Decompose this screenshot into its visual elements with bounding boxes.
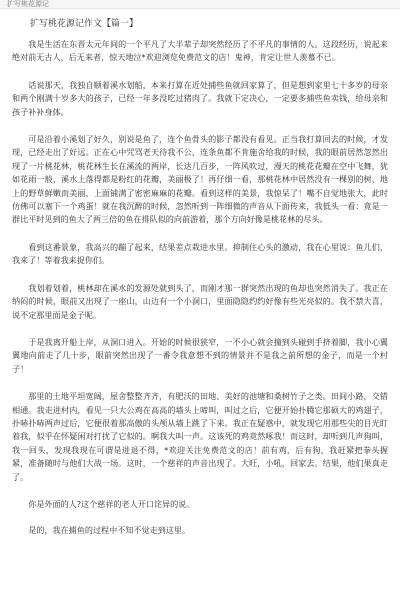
article-body xyxy=(0,38,400,538)
paragraph: 我是生活在东晋太元年间的一个平凡了大半辈子却突然经历了不平凡的事情的人。这段经历，说起来绝对前无古人，后无来者，惊天地泣*欢迎浏览免费范文的店！鬼神，肯定让世人羡慕不已。 xyxy=(12,39,388,63)
paragraph: 我划着划着，桃林却在溪水的发源处就到头了，而刚才那一群突然出现的鱼却也突然消失了。我正在纳闷的时候，眼前又出现了一座山，山边有一个小洞口，里面隐隐约约好像有些光亮似的。我不禁大喜，说不定那里面是金子呢。 xyxy=(12,282,388,320)
paragraph: 话说那天，我独自顺着溪水划船，本来打算在近处捕些鱼就回家算了，但是想到家里七十多岁的母亲和两个刚满十岁多大的孩子，已经一年多没吃过猪肉了。我就下定决心，一定要多捕些鱼卖钱，给母亲和孩子补补身体。 xyxy=(12,79,388,117)
paragraph: 于是我离开船上岸，从洞口进入。开始的时候很狭窄，一不小心就会撞到头碰到手挤着脚，我小心翼翼地向前走了几十步，眼前突然出现了一番令我意想不到的情景并不是我之前所想的金子，而是一个村子！ xyxy=(12,336,388,374)
paragraph: 可是沿着小溪划了好久，别说是鱼了，连个鱼骨头的影子都没有看见。正当我打算回去的时候，才发现，已经走出了好远。正在心中咒骂老天待我不公，连条鱼都不肯施舍给我的时候，我的眼前居然忽然出现了一片桃花林，桃花林生长在溪流的两岸，长达几百步，一阵风吹过，漫天的桃花花瓣在空中飞舞，犹如花雨一般，溪水上落得都是粉红的花瓣，美丽极了！再仔细一看，那桃花林中居然没有一棵别的树，地上的野草鲜嫩而美丽，上面铺满了密密麻麻的花瓣。看到这样的美景，我惊呆了！嘴不自觉地张大，此时仿佛可以塞下一个鸡蛋！就在我沉醉的时候，忽然听到一阵细微的声音从下面传来，我低头一看：竟是一群比平时见到的鱼大了两三倍的鱼在排队似的向前游着，那个方向好像是桃花林的尽头。 xyxy=(12,134,388,225)
article-title: 扩写桃花源记作文【篇一】 xyxy=(30,19,139,29)
paragraph: 那里的土地平坦宽阔，屋舍整整齐齐，有肥沃的田地、美好的池塘和桑树竹子之类。田间小路，交错相通。我走进村内，看见一只大公鸡在高高的墙头上啼叫，叫过之后，它便开始扑腾它那硕大的鸡翅子，扑哧扑哧两声过后，它便很着那高傲的头颅从墙上跳了下来。我正在疑惑中，就发现它用那些尖的目光盯着我，似乎在怀疑闲对打扰了它似的。啊我大叫一声。这该死的鸡竟然啄我！而这时，却听到几声狗叫，我一回头，发现我现在可谓是进退不得，*欢迎关注免费范文的店！前有鸡，后有狗，我赶紧把拳头握紧，准备随时与他们大战一场。这时，一个慈祥的声音出现了。大旺，小吼，回家去。结果，他们果真走了。 xyxy=(12,391,388,482)
top-strip: 扩写桃花源记 xyxy=(0,0,400,9)
paragraph: 是的，我在捕鱼的过程中不知不觉走到这里。 xyxy=(28,525,191,536)
paragraph: 你是外面的人?这个慈祥的老人开口诧异的说。 xyxy=(28,498,195,509)
paragraph: 看到这番景象，我高兴的蹦了起来，结果差点栽进水里。抑制住心头的激动，我在心里说：鱼儿们，我来了！等着我来捉你们。 xyxy=(12,241,388,266)
